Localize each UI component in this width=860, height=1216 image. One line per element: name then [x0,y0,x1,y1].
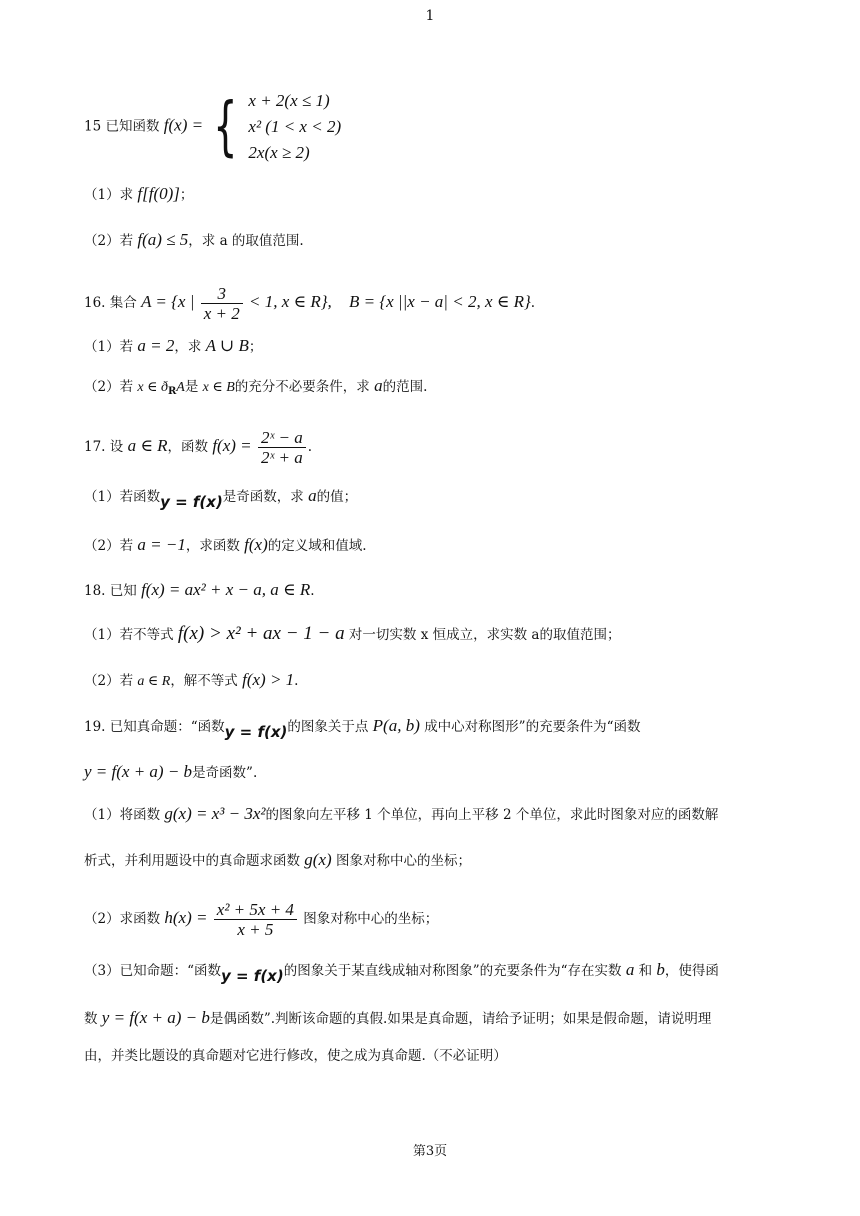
q19-stem-line2-math: y = f(x + a) − b [84,762,193,781]
q18-part2 [84,670,298,692]
q19-stem-line2-rest: 是奇函数”. [192,765,258,781]
q19-stem-mid: 的图象关于点 [287,719,369,735]
q19-p2-frac-den: x + 5 [237,920,274,939]
q19-p3-line2-math: y = f(x + a) − b [101,1008,210,1027]
q17-stem [84,428,312,467]
q17-p2-math: a = −1 [137,535,186,554]
q16-a-frac-den: x + 2 [203,304,240,323]
q15-case-1: x + 2(x ≤ 1) [248,91,330,110]
q18-p1-label: （1）若不等式 [84,627,174,643]
q16-prefix: 16. 集合 [84,295,137,311]
q19-p3-b: b [656,960,665,979]
q15-stem [84,88,341,166]
q19-stem-func: y = f(x) [224,723,288,741]
q15-brace: { [213,90,238,164]
q16-a-frac-num: 3 [201,284,243,304]
q19-p2-lhs: h(x) = [164,908,208,927]
q16-p1-math: a = 2 [137,336,175,355]
q18-prefix: 18. 已知 [84,583,137,599]
q19-p2-frac-num: x² + 5x + 4 [214,900,297,920]
q17-p1-rest: 是奇函数，求 [222,489,304,505]
page-number: 1 [425,8,435,24]
q16-p1-label: （1）若 [84,339,134,355]
q16-part2 [84,376,427,399]
q19-p1-math: g(x) = x³ − 3x² [164,804,266,823]
q19-part1-line2 [84,850,471,871]
q15-p1-math: f[f(0)] [137,184,180,203]
q16-p2-label: （2）若 [84,379,134,395]
q15-cases [248,88,341,166]
q19-p1-label: （1）将函数 [84,807,161,823]
q16-p2-math: x ∈ ð [137,380,168,395]
q16-p2-math2: x ∈ B [202,380,235,395]
q17-fraction [258,428,306,467]
q19-prefix: 19. 已知真命题：“函数 [84,719,225,735]
q19-p2-rest: 图象对称中心的坐标； [303,911,439,927]
q16-p1-rest: ，求 [174,339,202,355]
q16-b-end: . [530,295,536,311]
q18-end: . [310,583,315,599]
q18-p1-math: f(x) > x² + ax − 1 − a [177,623,345,644]
q17-end: . [307,439,313,455]
q15-case-2: x² (1 < x < 2) [248,117,342,136]
q17-frac-num: 2ˣ − a [258,428,306,448]
q17-p2-label: （2）若 [84,538,134,554]
q17-p1-end: 的值； [316,489,358,505]
q15-prefix: 15 已知函数 [84,118,160,135]
q19-p3-line2-pre: 数 [84,1011,98,1027]
q16-p2-mid: 是 [184,379,199,395]
q18-stem [84,580,315,601]
q19-stem-rest: 成中心对称图形”的充要条件为“函数 [424,719,641,735]
q15-p2-math: f(a) ≤ 5 [137,230,189,249]
q15-case-3: 2x(x ≥ 2) [248,143,310,162]
q18-part1 [84,624,620,645]
q19-p1-rest: 的图象向左平移 1 个单位，再向上平移 2 个单位，求此时图象对应的函数解 [265,807,719,823]
q17-p1-var: a [308,486,317,505]
q19-p3-line2-rest: 是偶函数”.判断该命题的真假.如果是真命题，请给予证明；如果是假命题，请说明理 [209,1011,712,1027]
q16-p2-end: 的范围. [382,379,428,395]
q16-p2-sub: R [167,386,177,397]
q15-part1 [84,184,193,205]
q16-a-lhs: A = {x | [141,292,195,311]
q18-stem-math: f(x) = ax² + x − a, a ∈ R [141,580,311,599]
q19-p3-end: ，使得函 [664,963,719,979]
q17-mid: ，函数 [167,439,209,455]
q19-part3 [84,960,719,985]
page-footer: 第3页 [412,1144,448,1159]
q19-part3-line2 [84,1008,711,1029]
q19-p3-func: y = f(x) [221,967,284,985]
q15-p2-rest: ，求 a 的取值范围. [188,233,304,249]
q16-stem [84,284,535,323]
q15-f-lhs: f(x) = [163,115,204,135]
q15-part2 [84,230,304,251]
q19-part3-line3 [84,1046,507,1066]
q15-p2-label: （2）若 [84,233,134,249]
q17-frac-den: 2ˣ + a [260,448,303,467]
q19-p3-label: （3）已知命题：“函数 [84,963,221,979]
q16-p1-math2: A ∪ B [205,336,249,355]
q17-part1 [84,486,358,511]
q17-p2-rest: ，求函数 [185,538,240,554]
q19-p1-line2: 析式，并利用题设中的真命题求函数 [84,853,300,869]
q19-p1-line2-end: 图象对称中心的坐标； [335,853,471,869]
q17-prefix: 17. 设 [84,439,124,455]
q19-p2-fraction [214,900,297,939]
q16-b-set: B = {x ||x − a| < 2, x ∈ R} [348,292,531,311]
q17-p2-math2: f(x) [244,535,268,554]
q17-part2 [84,535,367,556]
q19-part1 [84,804,718,825]
q16-part1 [84,336,262,357]
q18-p2-math2: f(x) > 1 [242,670,295,689]
q19-p3-line3: 由，并类比题设的真命题对它进行修改，使之成为真命题.（不必证明） [84,1048,507,1064]
q16-p2-mid2: 的充分不必要条件，求 [234,379,370,395]
q19-stem-point: P(a, b) [372,716,420,735]
q19-stem-line2 [84,762,257,783]
q18-p1-rest: 对一切实数 x 恒成立，求实数 a的取值范围； [348,627,621,643]
q16-a-fraction [201,284,243,323]
q19-p1-math2: g(x) [304,850,332,869]
q16-a-rest: < 1, x ∈ R}, [249,292,332,311]
q15-p1-label: （1）求 [84,187,134,203]
q18-p2-mid: ，解不等式 [170,673,238,689]
q19-p3-rest: 的图象关于某直线成轴对称图象”的充要条件为“存在实数 [283,963,622,979]
q15-p1-end: ； [179,187,194,203]
q16-p2-math-b: A [176,380,185,395]
q19-p2-label: （2）求函数 [84,911,161,927]
q17-p1-func: y = f(x) [160,493,223,511]
q19-p3-and: 和 [638,963,653,979]
q17-f-lhs: f(x) = [212,436,252,455]
q16-p1-end: ； [248,339,263,355]
q16-p2-var: a [374,376,383,395]
q19-part2 [84,900,438,939]
q18-p2-label: （2）若 [84,673,134,689]
q17-p2-end: 的定义域和值域. [267,538,367,554]
q17-p1-label: （1）若函数 [84,489,161,505]
q18-p2-math: a ∈ R [137,674,171,689]
q19-stem [84,716,641,741]
q19-p3-a: a [625,960,635,979]
q18-p2-end: . [294,673,299,689]
q17-a-in-r: a ∈ R [127,436,168,455]
